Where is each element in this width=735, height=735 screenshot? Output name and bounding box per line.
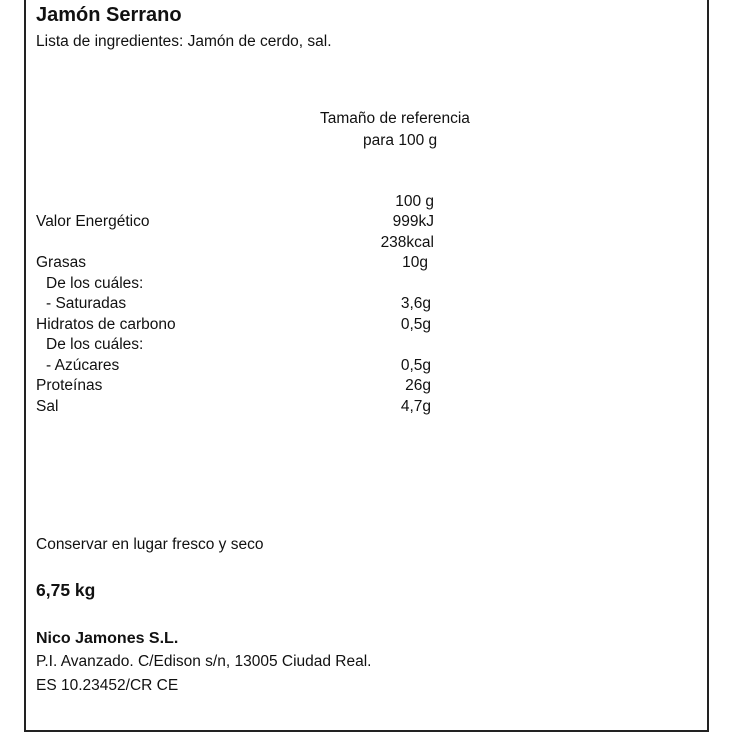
nutrition-row-label: Hidratos de carbono bbox=[36, 316, 176, 333]
nutrition-row-label: Proteínas bbox=[36, 377, 103, 394]
net-weight: 6,75 kg bbox=[36, 580, 96, 600]
nutrition-row-label: - Saturadas bbox=[46, 295, 127, 312]
reference-size-line1: Tamaño de referencia bbox=[320, 110, 470, 127]
storage-instructions: Conservar en lugar fresco y seco bbox=[36, 536, 264, 553]
nutrition-row-label: Valor Energético bbox=[36, 213, 150, 230]
reference-size-line2: para 100 g bbox=[363, 132, 438, 149]
nutrition-row-value: 238kcal bbox=[380, 234, 434, 251]
nutrition-row-value: 0,5g bbox=[400, 316, 431, 333]
nutrition-row-value: 10g bbox=[402, 254, 428, 271]
nutrition-row-label: De los cuáles: bbox=[46, 336, 144, 353]
product-title: Jamón Serrano bbox=[36, 4, 182, 26]
nutrition-row-value: 26g bbox=[405, 377, 431, 394]
ingredients-list: Lista de ingredientes: Jamón de cerdo, sal. bbox=[36, 33, 332, 50]
nutrition-row-value: 999kJ bbox=[392, 213, 434, 230]
nutrition-row-label: De los cuáles: bbox=[46, 275, 144, 292]
registry-code: ES 10.23452/CR CE bbox=[36, 677, 179, 694]
nutrition-row-value: 0,5g bbox=[400, 357, 431, 374]
nutrition-row-label: Sal bbox=[36, 398, 59, 415]
company-name: Nico Jamones S.L. bbox=[36, 630, 179, 647]
nutrition-row-value: 3,6g bbox=[400, 295, 431, 312]
company-address: P.I. Avanzado. C/Edison s/n, 13005 Ciudad Real. bbox=[36, 653, 372, 670]
nutrition-row-value: 4,7g bbox=[400, 398, 431, 415]
nutrition-row-label: - Azúcares bbox=[46, 357, 120, 374]
nutrition-row-label: Grasas bbox=[36, 254, 86, 271]
nutrition-column-header: 100 g bbox=[395, 193, 434, 210]
